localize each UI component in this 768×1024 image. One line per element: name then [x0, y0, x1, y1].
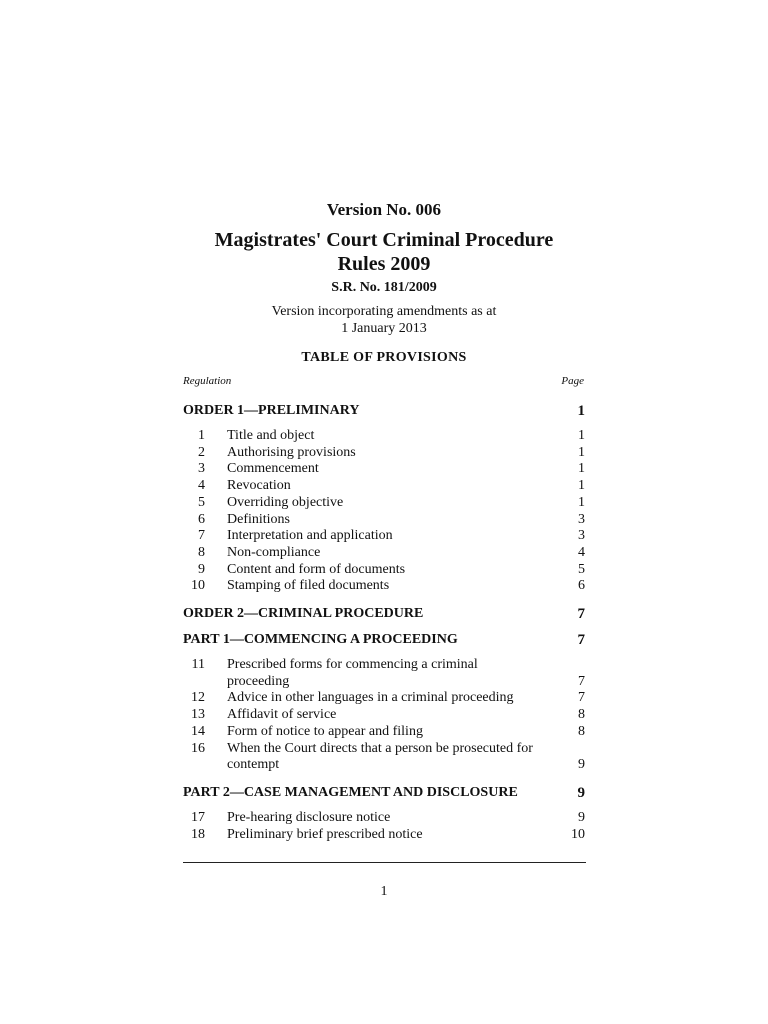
- table-of-provisions: [183, 402, 585, 853]
- entry-number: 9: [198, 561, 205, 577]
- entry-title: Preliminary brief prescribed notice: [227, 826, 423, 842]
- entry-number: 5: [198, 494, 205, 510]
- toc-entry[interactable]: [183, 827, 585, 844]
- entry-number: 18: [191, 826, 205, 842]
- toc-entry[interactable]: [183, 724, 585, 741]
- toc-entry[interactable]: [183, 528, 585, 545]
- toc-order-2[interactable]: [183, 605, 585, 623]
- regulation-column-header: Regulation: [183, 375, 232, 387]
- toc-entry[interactable]: [183, 512, 585, 529]
- toc-entry[interactable]: [183, 478, 585, 495]
- entry-title: Commencement: [227, 461, 319, 477]
- footer-divider: [183, 862, 586, 863]
- entry-title: Non-compliance: [227, 544, 321, 560]
- document-title-line1: Magistrates' Court Criminal Procedure: [214, 229, 554, 251]
- toc-entry[interactable]: [183, 741, 585, 774]
- part-1-entries: [183, 657, 585, 774]
- order-1-entries: [183, 428, 585, 595]
- entry-number: 11: [191, 657, 205, 673]
- entry-page: 1: [578, 428, 585, 443]
- entry-number: 3: [198, 461, 205, 477]
- entry-title: Content and form of documents: [227, 561, 406, 577]
- entry-number: 1: [198, 428, 205, 443]
- entry-title: [205, 657, 557, 690]
- document-title-line2: Rules 2009: [337, 253, 431, 275]
- entry-number: 10: [191, 578, 205, 594]
- statutory-rule-number: S.R. No. 181/2009: [331, 280, 437, 295]
- page-column-header: Page: [561, 375, 584, 387]
- entry-page: 9: [578, 757, 585, 773]
- entry-page: 9: [578, 809, 585, 825]
- entry-number: 7: [198, 528, 205, 544]
- amendment-statement: [0, 303, 768, 337]
- part-page: 7: [577, 632, 585, 649]
- toc-entry[interactable]: [183, 578, 585, 595]
- entry-page: 3: [578, 528, 585, 544]
- entry-number: 12: [191, 690, 205, 706]
- part-label: PART 1—COMMENCING A PROCEEDING: [183, 632, 458, 648]
- order-label: ORDER 1—PRELIMINARY: [183, 403, 360, 418]
- entry-number: 4: [198, 478, 205, 494]
- entry-title: Definitions: [227, 511, 290, 527]
- entry-title: Advice in other languages in a criminal proceeding: [227, 690, 514, 706]
- entry-number: 6: [198, 511, 205, 527]
- entry-number: 8: [198, 544, 205, 560]
- toc-entry[interactable]: [183, 707, 585, 724]
- toc-entry[interactable]: [183, 428, 585, 445]
- entry-page: 8: [578, 723, 585, 739]
- entry-number: 16: [191, 740, 205, 756]
- entry-title: Affidavit of service: [227, 707, 337, 723]
- entry-page: 7: [578, 690, 585, 706]
- version-number: Version No. 006: [326, 200, 442, 219]
- order-page: 7: [577, 606, 585, 623]
- document-title: [0, 228, 768, 276]
- toc-entry[interactable]: [183, 495, 585, 512]
- entry-title: Title and object: [227, 428, 315, 443]
- toc-part-2[interactable]: [183, 784, 585, 802]
- entry-page: 1: [578, 478, 585, 494]
- entry-page: 1: [578, 461, 585, 477]
- entry-page: 7: [578, 673, 585, 689]
- entry-page: 8: [578, 707, 585, 723]
- entry-title: Form of notice to appear and filing: [227, 723, 423, 739]
- toc-entry[interactable]: [183, 445, 585, 462]
- part-label: PART 2—CASE MANAGEMENT AND DISCLOSURE: [183, 784, 518, 800]
- page-number: 1: [380, 884, 388, 899]
- order-label: ORDER 2—CRIMINAL PROCEDURE: [183, 606, 424, 622]
- entry-page: 1: [578, 444, 585, 460]
- toc-entry[interactable]: [183, 657, 585, 690]
- entry-title-line2: contempt: [227, 757, 280, 773]
- entry-title: Interpretation and application: [227, 528, 393, 544]
- toc-order-1[interactable]: [183, 402, 585, 420]
- entry-number: 14: [191, 723, 205, 739]
- toc-heading: TABLE OF PROVISIONS: [301, 350, 467, 365]
- toc-entry[interactable]: [183, 461, 585, 478]
- part-page: 9: [577, 784, 585, 801]
- toc-entry[interactable]: [183, 545, 585, 562]
- entry-title: Overriding objective: [227, 494, 344, 510]
- entry-page: 10: [571, 826, 585, 842]
- toc-entry[interactable]: [183, 690, 585, 707]
- entry-title: Revocation: [227, 478, 291, 494]
- order-page: 1: [577, 403, 585, 419]
- entry-title: Authorising provisions: [227, 444, 356, 460]
- toc-entry[interactable]: [183, 562, 585, 579]
- entry-number: 2: [198, 444, 205, 460]
- toc-part-1[interactable]: [183, 631, 585, 649]
- amendment-date: 1 January 2013: [341, 321, 427, 336]
- entry-title: [205, 741, 557, 774]
- entry-number: 17: [191, 809, 205, 825]
- entry-title-line1: Prescribed forms for commencing a criminal: [227, 657, 478, 673]
- entry-page: 5: [578, 561, 585, 577]
- entry-number: 13: [191, 707, 205, 723]
- entry-page: 4: [578, 544, 585, 560]
- entry-page: 3: [578, 511, 585, 527]
- part-2-entries: [183, 810, 585, 843]
- amendment-statement-line1: Version incorporating amendments as at: [271, 304, 497, 319]
- entry-page: 6: [578, 578, 585, 594]
- toc-entry[interactable]: [183, 810, 585, 827]
- entry-page: 1: [578, 494, 585, 510]
- entry-title: Stamping of filed documents: [227, 578, 390, 594]
- entry-title: Pre-hearing disclosure notice: [227, 809, 391, 825]
- entry-title-line1: When the Court directs that a person be prosecuted for: [227, 740, 533, 756]
- entry-title-line2: proceeding: [227, 673, 290, 689]
